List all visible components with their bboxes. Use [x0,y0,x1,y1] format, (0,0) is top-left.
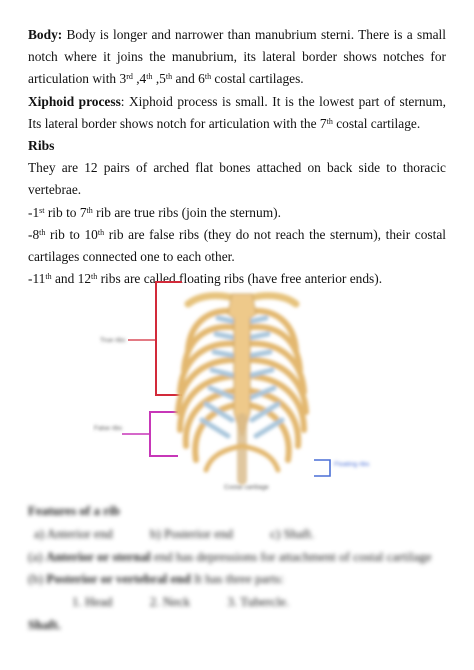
float-sup2: th [91,272,98,282]
anterior-prefix: (a) [28,548,46,564]
body-text-5: costal cartilages. [211,71,304,87]
posterior-rest: It has three parts: [190,571,284,587]
true-ribs-label: True ribs [100,337,126,344]
floating-ribs-label: Floating ribs [334,461,370,468]
false-sup1: th [39,227,46,237]
sup-rd: rd [126,72,133,82]
posterior-end-line [28,568,448,591]
option-anterior: a) Anterior end [34,525,113,541]
costal-cartilage-label: Costal cartilage [224,484,269,491]
sup-th-6: th [204,72,212,82]
posterior-prefix: (b) [28,571,47,587]
body-text-4: and 6 [172,71,205,87]
option-posterior: b) Posterior end [149,525,233,541]
xiphoid-text-2: costal cartilage. [332,115,421,131]
sup-th-5: th [165,72,173,82]
features-heading: Features of a rib [28,503,120,518]
sup-th-4: th [146,72,153,82]
true-ribs-line [28,202,446,224]
true-ribs-bracket [156,282,182,395]
body-paragraph [28,24,446,91]
part-head: 1. Head [72,594,113,610]
posterior-bold: Posterior or vertebral end [46,571,191,587]
false-ribs-bracket [150,412,178,456]
body-text-1: Body is longer and narrower than manubrium sterni. There is a small notch where it joins the manubrium, its lateral border shows notches for articulation with 3 [28,27,446,87]
anterior-bold: Anterior or sternal [45,548,151,564]
true-mid: rib to 7 [44,204,87,220]
float-mid: and 12 [51,271,92,287]
rib-cage-drawing [178,294,306,480]
part-neck: 2. Neck [149,594,191,610]
body-text-3: ,5 [152,71,166,87]
false-sup2: th [97,227,105,237]
float-post: ribs are called floating ribs (have free anterior ends). [97,271,383,287]
false-mid: rib to 10 [45,226,98,242]
ribs-intro: They are 12 pairs of arched flat bones attached on back side to thoracic vertebrae. [28,160,446,198]
float-pre: -11 [28,271,46,287]
float-sup1: th [45,272,52,282]
xiphoid-text-1: : Xiphoid process is small. It is the lowest part of sternum, Its lateral border shows notch for articulation with the 7 [28,93,446,131]
anterior-rest: end has depressions for attachment of costal cartilage [150,548,432,564]
true-post: rib are true ribs (join the sternum). [92,204,281,220]
rib-cage-illustration [92,270,392,500]
false-pre: -8 [28,226,40,242]
sup-th-7: th [326,116,333,126]
part-tubercle: 3. Tubercle. [227,594,290,610]
true-pre: -1 [28,204,40,220]
false-ribs-label: False ribs [94,425,123,432]
anterior-end-line [28,546,448,569]
option-shaft: c) Shaft. [270,525,315,541]
xiphoid-paragraph [28,91,446,135]
body-text-2: ,4 [132,71,147,87]
true-sup2: th [86,205,93,215]
body-label: Body: [28,27,63,42]
features-options [28,523,448,546]
false-post: rib are false ribs (they do not reach the sternum), their costal cartilages connected one to each other. [28,226,446,265]
true-sup1: st [39,205,45,215]
ribs-heading: Ribs [28,138,55,154]
false-ribs-line [28,224,446,268]
main-text [28,24,446,290]
posterior-parts [28,591,448,614]
xiphoid-label: Xiphoid process [28,93,121,109]
shaft-heading: Shaft. [28,616,61,632]
rib-features-section [28,500,448,637]
floating-ribs-bracket [314,460,330,476]
rib-cage-svg [92,270,392,500]
